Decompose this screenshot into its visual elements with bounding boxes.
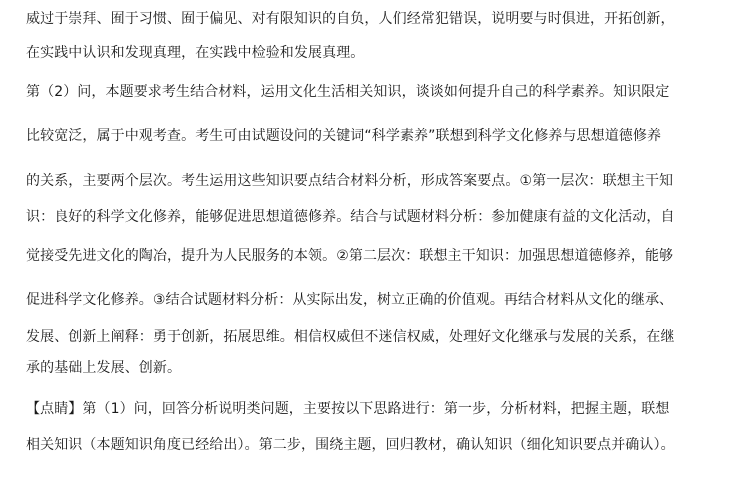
text-line-3: 第（2）问，本题要求考生结合材料，运用文化生活相关知识，谈谈如何提升自己的科学素养。知识限定 [26, 84, 670, 100]
text-line-2: 在实践中认识和发现真理，在实践中检验和发展真理。 [26, 45, 365, 61]
text-line-4: 比较宽泛，属于中观考查。考生可由试题设问的关键词“科学素养”联想到科学文化修养与思想道德修养 [26, 128, 662, 144]
text-line-7: 觉接受先进文化的陶冶，提升为人民服务的本领。②第二层次：联想主干知识：加强思想道德修养，能够 [26, 248, 674, 264]
text-line-8: 促进科学文化修养。③结合试题材料分析：从实际出发，树立正确的价值观。再结合材料从文化的继承、 [26, 292, 674, 308]
text-line-11: 【点睛】第（1）问，回答分析说明类问题，主要按以下思路进行：第一步，分析材料，把握主题，联想 [26, 401, 670, 417]
text-line-10: 承的基础上发展、创新。 [26, 360, 182, 376]
text-line-5: 的关系，主要两个层次。考生运用这些知识要点结合材料分析，形成答案要点。①第一层次：联想主干知 [26, 173, 674, 189]
text-line-1: 威过于崇拜、囿于习惯、囿于偏见、对有限知识的自负，人们经常犯错误，说明要与时俱进，开拓创新， [26, 11, 675, 27]
text-line-12: 相关知识（本题知识角度已经给出）。第二步，围绕主题，回归教材，确认知识（细化知识要点并确认）。 [26, 437, 675, 453]
text-line-9: 发展、创新上阐释：勇于创新，拓展思维。相信权威但不迷信权威，处理好文化继承与发展的关系，在继 [26, 329, 675, 345]
text-line-6: 识：良好的科学文化修养，能够促进思想道德修养。结合与试题材料分析：参加健康有益的文化活动，自 [26, 209, 675, 225]
